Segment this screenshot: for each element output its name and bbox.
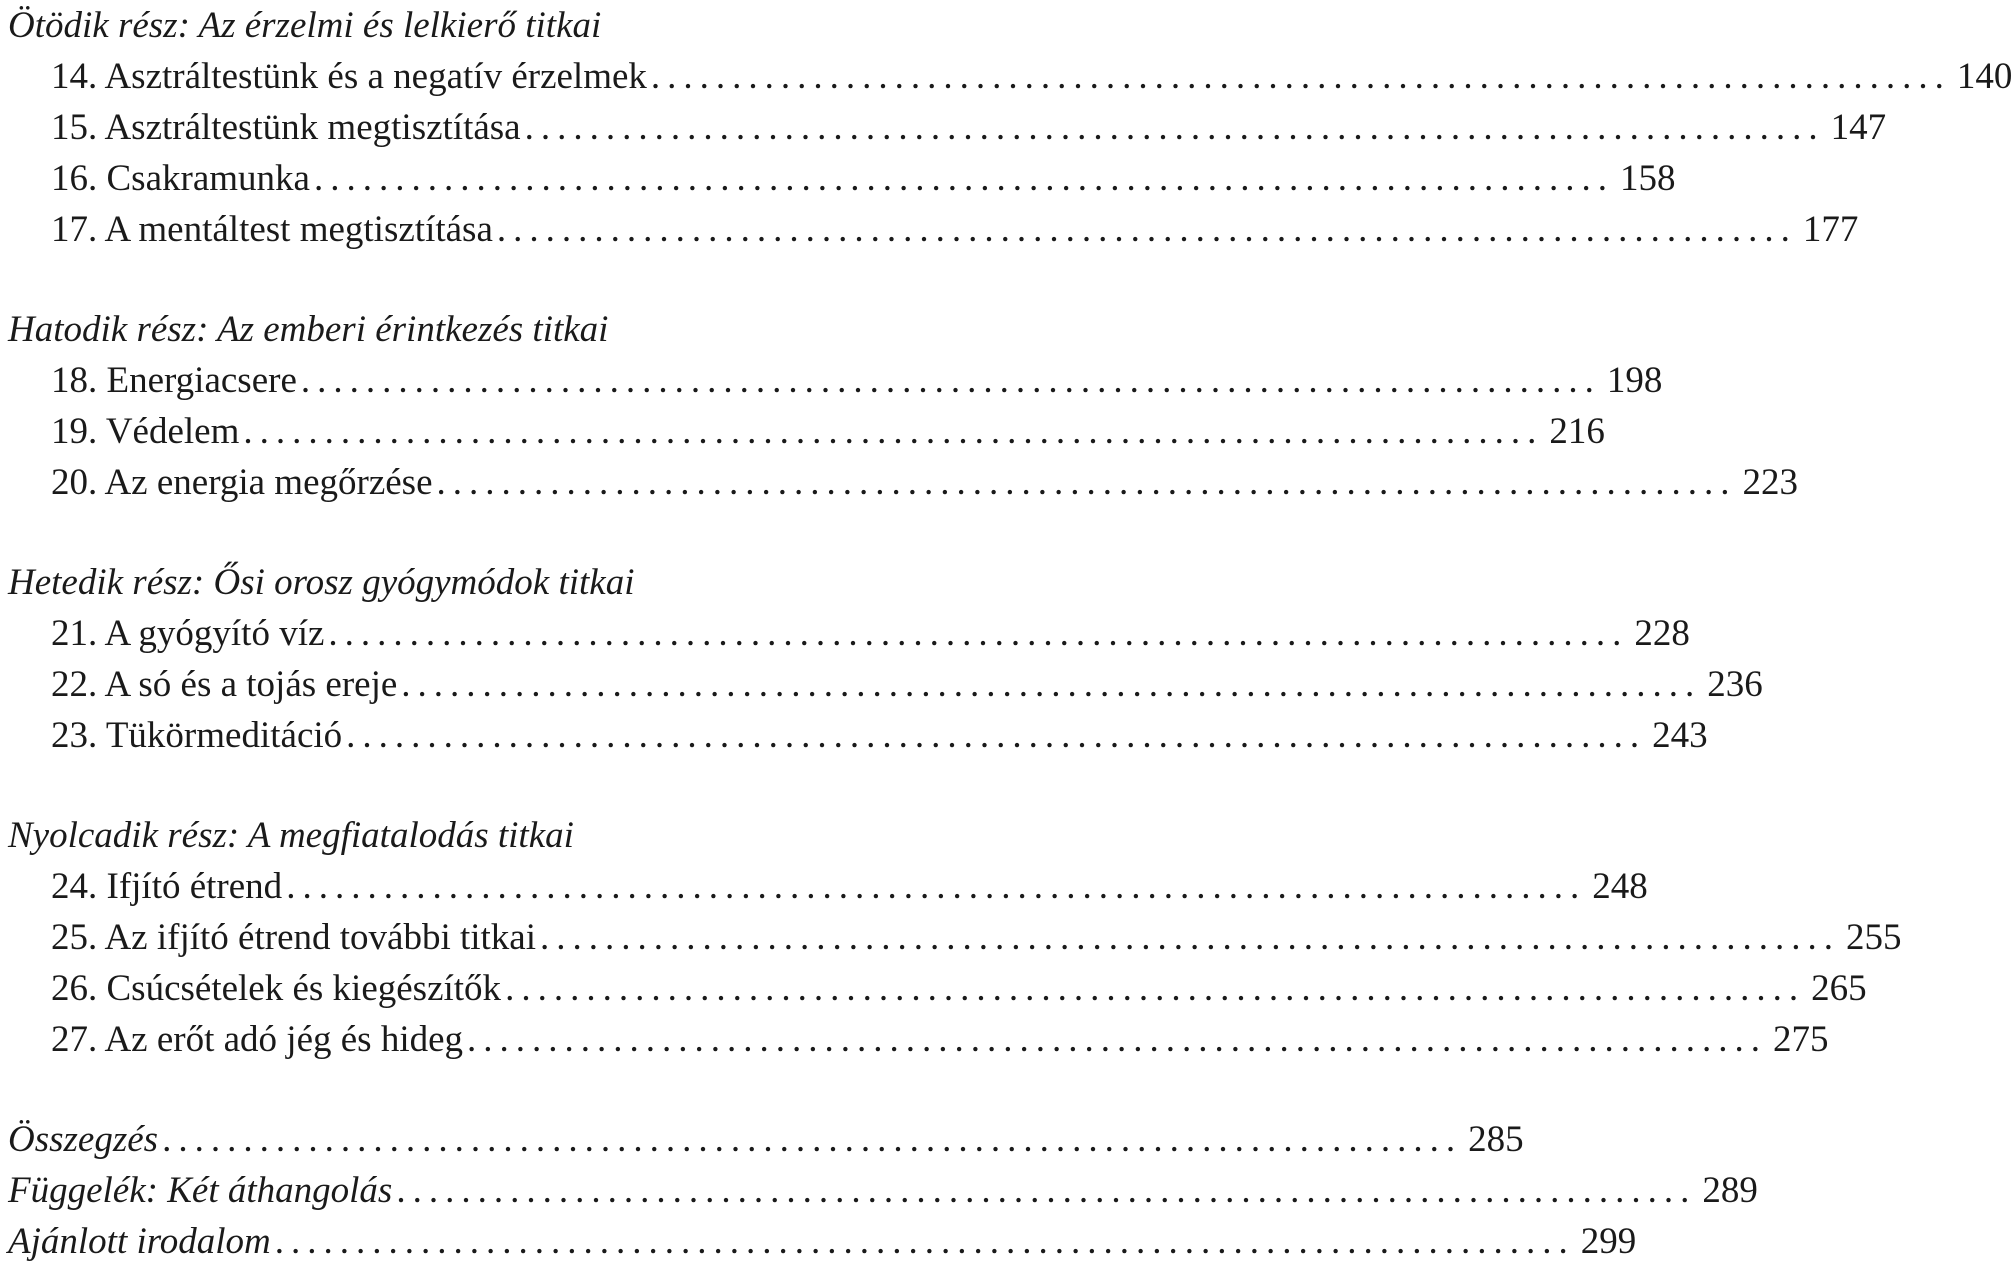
dot-leader: ................................................................................ (313, 158, 1614, 199)
dot-leader: ................................................................................ (401, 664, 1702, 705)
toc-entry (8, 710, 1708, 761)
entry-page-number: 248 (1592, 866, 1648, 907)
toc-entry (8, 153, 1676, 204)
section-heading: Hatodik rész: Az emberi érintkezés titkai (8, 309, 609, 350)
entry-title: 16. Csakramunka (51, 158, 310, 199)
entry-title: 20. Az energia megőrzése (51, 462, 433, 503)
toc-entry (8, 406, 1605, 457)
entry-page-number: 198 (1606, 360, 1663, 401)
dot-leader: ................................................................................ (524, 107, 1825, 148)
entry-title: 19. Védelem (51, 411, 240, 452)
toc-entry (8, 102, 1887, 153)
entry-page-number: 289 (1702, 1170, 1758, 1211)
entry-title: 22. A só és a tojás ereje (51, 664, 398, 705)
entry-title: 21. A gyógyító víz (51, 613, 325, 654)
entry-title: 15. Asztráltestünk megtisztítása (51, 107, 521, 148)
section-heading: Nyolcadik rész: A megfiatalodás titkai (8, 815, 574, 856)
entry-page-number: 216 (1549, 411, 1605, 452)
toc-entry (8, 1165, 1758, 1216)
toc-entry (8, 1114, 1524, 1165)
section-heading: Ötödik rész: Az érzelmi és lelkierő titkai (8, 5, 602, 46)
entry-page-number: 223 (1742, 462, 1798, 503)
section-heading: Hetedik rész: Ősi orosz gyógymódok titkai (8, 562, 635, 603)
dot-leader: ................................................................................ (467, 1019, 1768, 1060)
entry-title: 25. Az ifjító étrend további titkai (51, 917, 537, 958)
dot-leader: ................................................................................ (540, 917, 1841, 958)
toc-closing-section (8, 1114, 1758, 1267)
toc-entry (8, 457, 1798, 508)
entry-title: 23. Tükörmeditáció (51, 715, 343, 756)
dot-leader: ................................................................................ (300, 360, 1601, 401)
dot-leader: ................................................................................ (346, 715, 1647, 756)
entry-title: Függelék: Két áthangolás (8, 1170, 393, 1211)
entry-page-number: 177 (1802, 209, 1859, 250)
toc-entry (8, 659, 1763, 710)
dot-leader: ................................................................................ (650, 56, 1951, 97)
entry-title: 18. Energiacsere (51, 360, 297, 401)
toc-section-5 (8, 0, 2012, 255)
dot-leader: ................................................................................ (162, 1119, 1463, 1160)
entry-page-number: 228 (1634, 613, 1690, 654)
toc-section-7 (8, 557, 1763, 761)
dot-leader: ................................................................................ (505, 968, 1806, 1009)
entry-page-number: 265 (1811, 968, 1867, 1009)
entry-title: 24. Ifjító étrend (51, 866, 283, 907)
entry-page-number: 255 (1846, 917, 1902, 958)
entry-page-number: 140 (1956, 56, 2012, 97)
entry-page-number: 147 (1830, 107, 1887, 148)
entry-title: 26. Csúcsételek és kiegészítők (51, 968, 502, 1009)
entry-title: 17. A mentáltest megtisztítása (51, 209, 493, 250)
entry-title: Ajánlott irodalom (8, 1221, 271, 1262)
entry-title: 27. Az erőt adó jég és hideg (51, 1019, 464, 1060)
entry-page-number: 299 (1580, 1221, 1637, 1262)
toc-entry (8, 51, 2012, 102)
toc-entry (8, 1216, 1637, 1267)
dot-leader: ................................................................................ (274, 1221, 1575, 1262)
toc-entry (8, 963, 1867, 1014)
entry-page-number: 275 (1773, 1019, 1829, 1060)
table-of-contents (8, 0, 2012, 1267)
entry-page-number: 236 (1707, 664, 1763, 705)
toc-section-6 (8, 304, 1798, 508)
dot-leader: ................................................................................ (396, 1170, 1697, 1211)
toc-entry (8, 608, 1690, 659)
dot-leader: ................................................................................ (436, 462, 1737, 503)
dot-leader: ................................................................................ (496, 209, 1797, 250)
toc-entry (8, 355, 1663, 406)
toc-entry (8, 861, 1648, 912)
entry-title: 14. Asztráltestünk és a negatív érzelmek (51, 56, 647, 97)
dot-leader: ................................................................................ (286, 866, 1587, 907)
toc-entry (8, 204, 1859, 255)
entry-page-number: 285 (1468, 1119, 1524, 1160)
entry-page-number: 158 (1619, 158, 1676, 199)
toc-entry (8, 1014, 1829, 1065)
toc-entry (8, 912, 1902, 963)
entry-page-number: 243 (1652, 715, 1708, 756)
entry-title: Összegzés (8, 1119, 159, 1160)
dot-leader: ................................................................................ (328, 613, 1629, 654)
toc-section-8 (8, 810, 1902, 1065)
dot-leader: ................................................................................ (243, 411, 1544, 452)
